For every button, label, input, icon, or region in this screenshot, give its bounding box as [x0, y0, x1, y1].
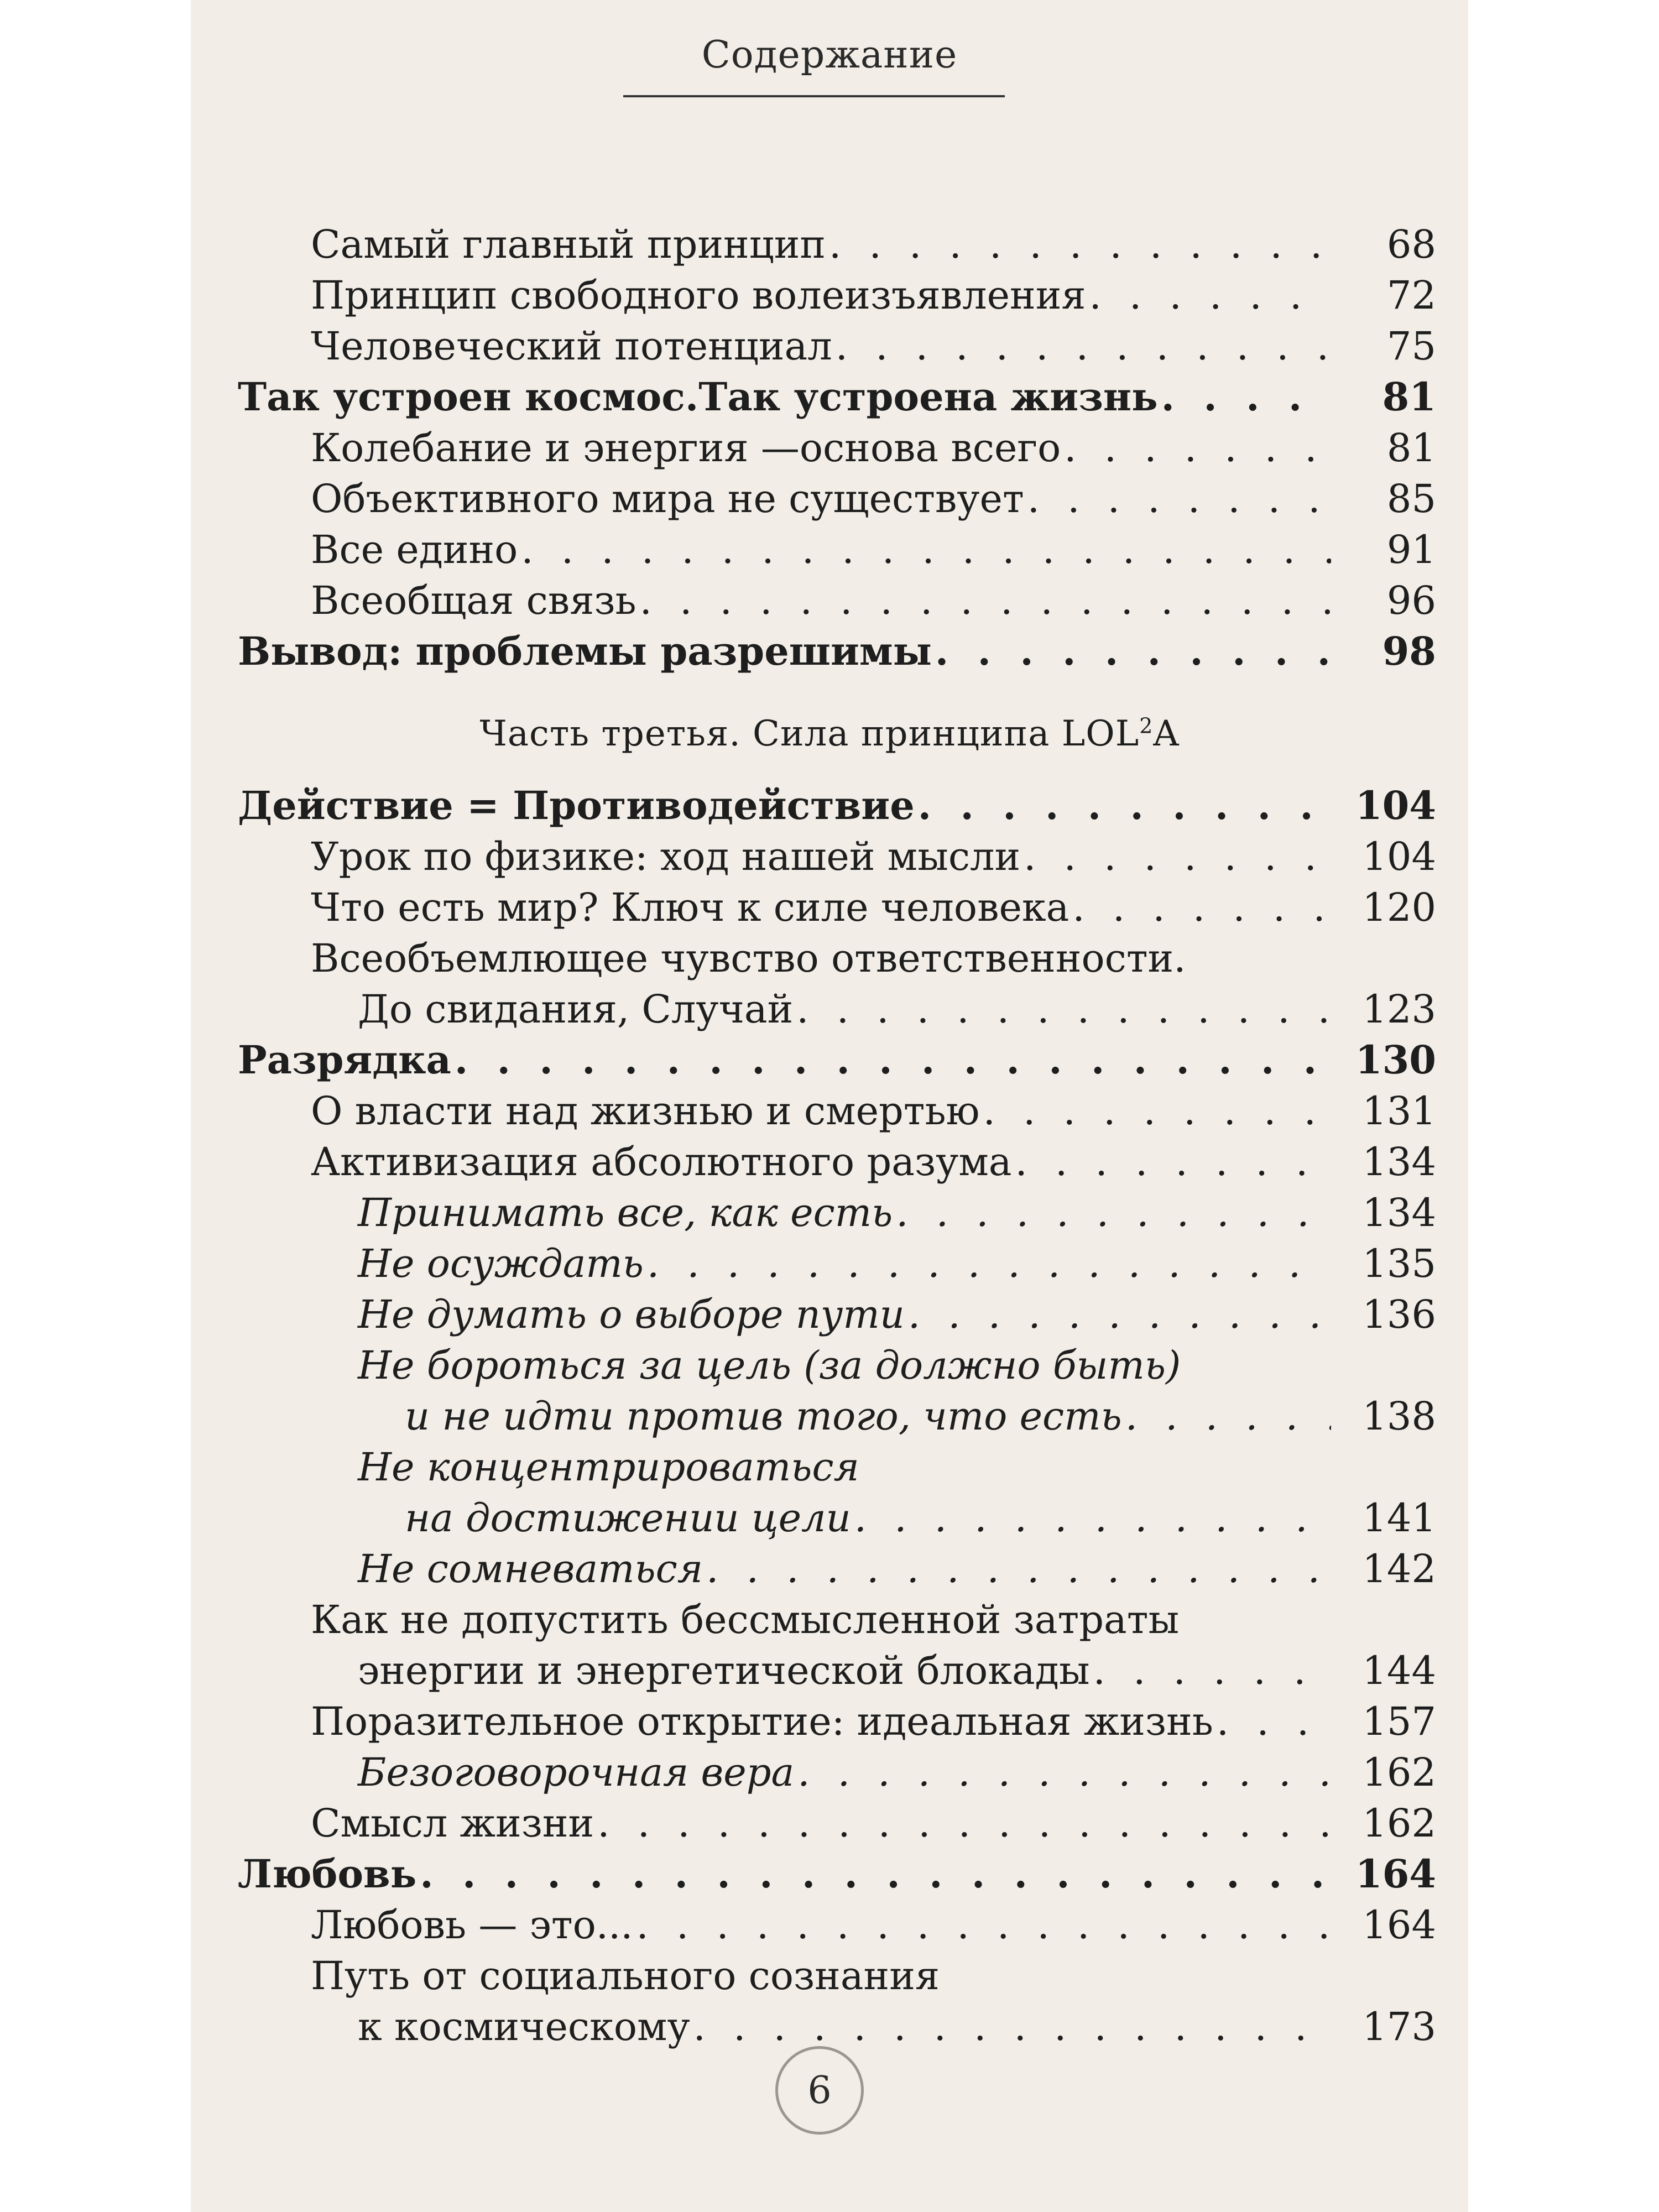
toc-entry-page: 157: [1362, 1699, 1436, 1744]
toc-entry-page: 72: [1386, 273, 1436, 318]
leader-dots: [1024, 837, 1331, 876]
leader-dots: [1072, 888, 1331, 927]
part-heading: [191, 713, 1468, 754]
toc-entry-page: 81: [1382, 374, 1436, 420]
toc-entry-page: 96: [1386, 578, 1436, 623]
leader-dots: [640, 581, 1331, 620]
toc-entry-title: Самый главный принцип: [311, 222, 826, 267]
toc-entry-page: 144: [1362, 1648, 1436, 1693]
toc-entry-page: 85: [1386, 476, 1436, 521]
leader-dots: [908, 1295, 1331, 1334]
toc-entry-title: Так устроен космос.Так устроена жизнь: [238, 374, 1158, 420]
toc-entry-page: 142: [1362, 1546, 1436, 1592]
leader-dots: [1093, 1651, 1331, 1690]
toc-entry-title: энергии и энергетической блокады: [358, 1648, 1090, 1693]
toc-entry-title: Действие = Противодействие: [238, 782, 915, 828]
toc-entry: [311, 825, 1436, 879]
leader-dots: [706, 1550, 1331, 1588]
toc-entry-title: Человеческий потенциал: [311, 324, 832, 369]
toc-entry: [311, 416, 1436, 471]
page-number: 6: [807, 2068, 832, 2112]
toc-entry: [311, 315, 1436, 369]
toc-entry-first-line: Как не допустить бессмысленной затраты: [311, 1597, 1180, 1642]
leader-dots: [1064, 429, 1331, 467]
toc-entry-page: 104: [1355, 782, 1436, 828]
toc-entry-title: Разрядка: [238, 1037, 451, 1083]
toc-entry-title: Безоговорочная вера: [358, 1750, 795, 1795]
leader-dots: [983, 1092, 1331, 1130]
toc-entry-title: на достижении цели: [405, 1495, 851, 1541]
leader-dots: [1015, 1142, 1331, 1181]
toc-entry-page: 75: [1386, 324, 1436, 369]
toc-entry: [358, 1639, 1436, 1693]
toc-chapter-entry: [238, 366, 1436, 420]
leader-dots: [896, 1193, 1331, 1232]
toc-entry: [358, 978, 1436, 1032]
toc-entry-page: 138: [1362, 1394, 1436, 1439]
leader-dots: [935, 632, 1331, 671]
toc-entry: [358, 1995, 1436, 2049]
toc-chapter-entry: [238, 774, 1436, 828]
toc-subentry: [405, 1486, 1436, 1541]
toc-entry-page: 98: [1382, 628, 1436, 674]
toc-entry-title: и не идти против того, что есть: [405, 1394, 1122, 1439]
toc-entry-first-line: Всеобъемлющее чувство ответственности.: [311, 936, 1186, 981]
toc-chapter-entry: [238, 1029, 1436, 1083]
leader-dots: [1027, 479, 1331, 518]
toc-entry-page: 162: [1362, 1750, 1436, 1795]
toc-entry: [311, 1893, 1436, 1948]
toc-entry-title: Принцип свободного волеизъявления: [311, 273, 1086, 318]
toc-subentry: [358, 1741, 1436, 1795]
leader-dots: [1161, 378, 1331, 416]
toc-entry-title: Не сомневаться: [358, 1546, 703, 1592]
part-heading-brand: LOL: [1061, 713, 1140, 754]
toc-entry-title: Колебание и энергия —основа всего: [311, 425, 1061, 471]
leader-dots: [420, 1855, 1331, 1893]
toc-subentry: [358, 1232, 1436, 1286]
part-heading-prefix: Часть третья. Сила принципа: [479, 713, 1062, 754]
toc-entry-title: Всеобщая связь: [311, 578, 637, 623]
toc-entry-page: 130: [1355, 1037, 1436, 1083]
part-heading-superscript: 2: [1139, 713, 1154, 738]
toc-subentry: [405, 1385, 1436, 1439]
toc-entry-page: 134: [1362, 1139, 1436, 1185]
toc-entry-title: Вывод: проблемы разрешимы: [238, 628, 932, 674]
leader-dots: [829, 225, 1331, 264]
toc-subentry: [358, 1181, 1436, 1235]
toc-entry-page: 135: [1362, 1241, 1436, 1286]
toc-entry-page: 104: [1362, 834, 1436, 879]
toc-subentry-first-line: Не бороться за цель (за должно быть): [358, 1343, 1181, 1388]
toc-entry-page: 123: [1362, 987, 1436, 1032]
part-heading-suffix: A: [1153, 713, 1180, 754]
toc-subentry-first-line: Не концентрироваться: [358, 1444, 859, 1490]
toc-subentry: [358, 1283, 1436, 1337]
toc-chapter-entry: [238, 620, 1436, 674]
leader-dots: [797, 1753, 1331, 1792]
toc-entry: [311, 1130, 1436, 1185]
toc-entry-title: До свидания, Случай: [358, 987, 794, 1032]
toc-entry-title: Не осуждать: [358, 1241, 644, 1286]
toc-entry: [311, 467, 1436, 521]
toc-entry: [311, 876, 1436, 930]
toc-entry-page: 173: [1362, 2004, 1436, 2049]
running-header: Содержание: [701, 33, 958, 77]
toc-entry-page: 81: [1386, 425, 1436, 471]
page-number-badge: [775, 2046, 864, 2135]
leader-dots: [1089, 276, 1331, 315]
header-rule: [623, 95, 1005, 97]
toc-entry-page: 162: [1362, 1801, 1436, 1846]
leader-dots: [597, 1804, 1331, 1843]
toc-entry-page: 134: [1362, 1190, 1436, 1235]
toc-entry: [311, 1690, 1436, 1744]
leader-dots: [1217, 1702, 1331, 1741]
toc-entry-title: Смысл жизни: [311, 1801, 594, 1846]
toc-entry-page: 131: [1362, 1088, 1436, 1134]
toc-entry: [311, 1079, 1436, 1134]
toc-entry: [311, 1792, 1436, 1846]
toc-entry: [311, 518, 1436, 572]
leader-dots: [455, 1041, 1331, 1079]
leader-dots: [521, 530, 1331, 569]
toc-entry-page: 120: [1362, 885, 1436, 930]
toc-entry-title: Все едино: [311, 527, 518, 572]
leader-dots: [1125, 1397, 1331, 1436]
leader-dots: [796, 990, 1331, 1029]
toc-chapter-entry: [238, 1843, 1436, 1897]
toc-entry-title: Что есть мир? Ключ к силе человека: [311, 885, 1070, 930]
toc-entry-title: Урок по физике: ход нашей мысли: [311, 834, 1021, 879]
toc-entry: [311, 569, 1436, 623]
toc-entry-page: 68: [1386, 222, 1436, 267]
toc-entry: [311, 264, 1436, 318]
toc-entry: [311, 213, 1436, 267]
toc-entry-title: Поразительное открытие: идеальная жизнь: [311, 1699, 1213, 1744]
toc-entry-page: 136: [1362, 1292, 1436, 1337]
leader-dots: [647, 1244, 1331, 1283]
leader-dots: [836, 327, 1331, 366]
toc-entry-first-line: Путь от социального сознания: [311, 1953, 940, 1999]
toc-entry-title: Не думать о выборе пути: [358, 1292, 905, 1337]
leader-dots: [637, 1906, 1332, 1944]
toc-entry-title: Любовь: [238, 1851, 417, 1897]
toc-entry-title: О власти над жизнью и смертью: [311, 1088, 980, 1134]
toc-entry-page: 164: [1362, 1902, 1436, 1948]
leader-dots: [918, 786, 1331, 825]
toc-entry-title: к космическому: [358, 2004, 690, 2049]
toc-entry-page: 141: [1362, 1495, 1436, 1541]
leader-dots: [693, 2007, 1331, 2046]
toc-entry-title: Любовь — это...: [311, 1902, 633, 1948]
toc-entry-title: Объективного мира не существует: [311, 476, 1024, 521]
toc-entry-title: Активизация абсолютного разума: [311, 1139, 1012, 1185]
book-page: [191, 0, 1468, 2212]
leader-dots: [854, 1499, 1331, 1537]
toc-subentry: [358, 1537, 1436, 1592]
toc-entry-page: 164: [1355, 1851, 1436, 1897]
toc-entry-title: Принимать все, как есть: [358, 1190, 893, 1235]
toc-entry-page: 91: [1386, 527, 1436, 572]
